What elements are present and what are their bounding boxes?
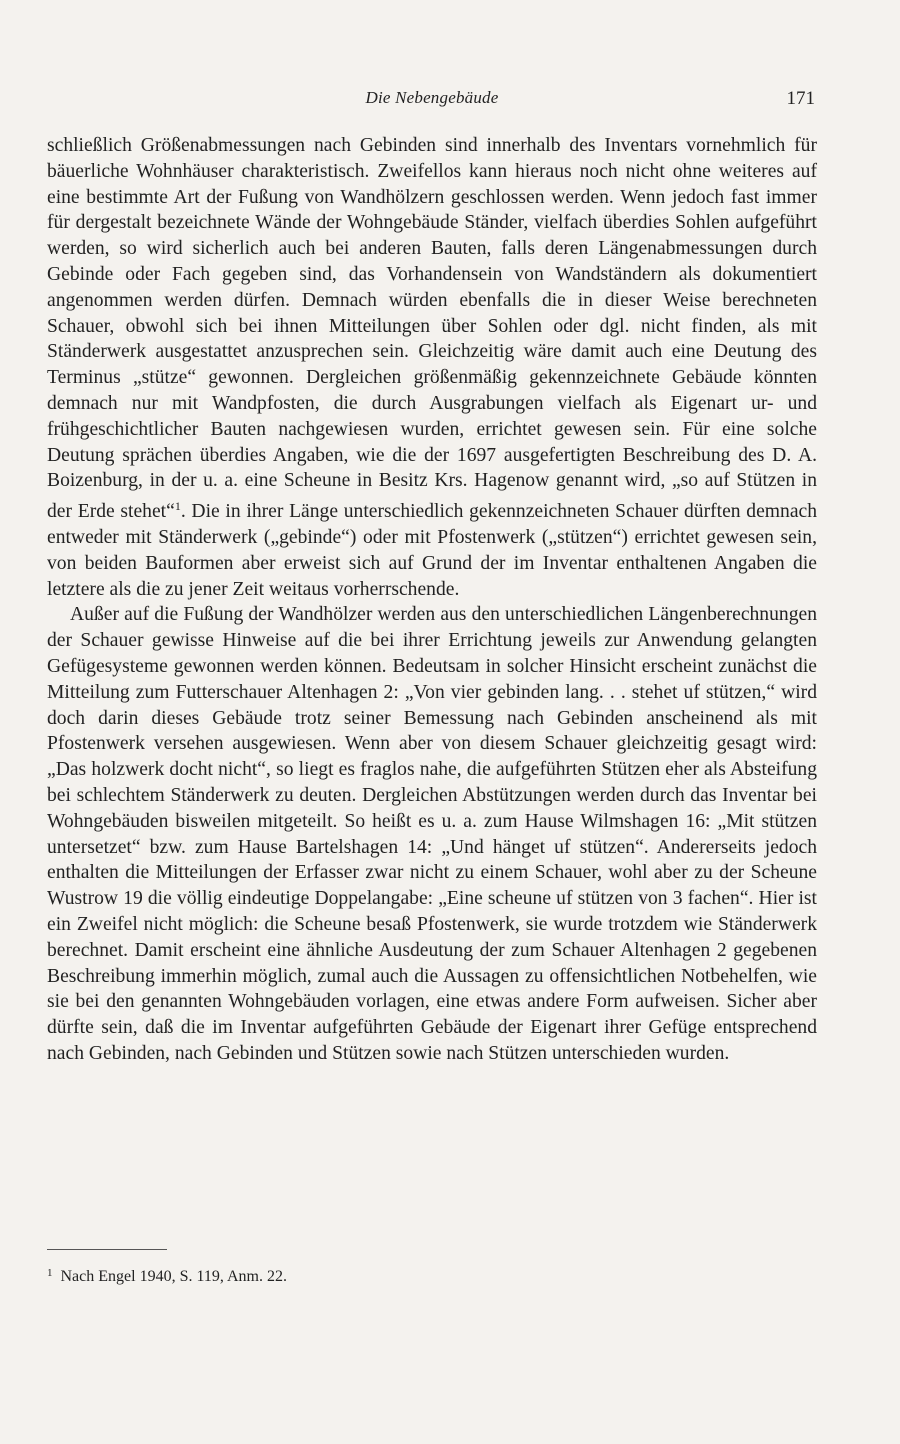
paragraph-2: Außer auf die Fußung der Wandhölzer werden aus den unterschiedlichen Längenberechnungen der Schauer gewisse Hinweise auf die bei ihrer Errichtung jeweils zur Anwendung gelangten Gefügesysteme gewonnen werden können. Bedeutsam in solcher Hinsicht erscheint zunächst die Mitteilung zum Futterschauer Altenhagen 2: „Von vier gebinden lang. . . stehet uf stützen,“ wird doch darin dieses Gebäude trotz seiner Bemessung nach Gebinden anscheinend als mit Pfostenwerk versehen ausgewiesen. Wenn aber von diesem Schauer gleichzeitig gesagt wird: „Das holzwerk docht nicht“, so liegt es fraglos nahe, die aufgeführten Stützen eher als Absteifung bei schlechtem Ständerwerk zu deuten. Dergleichen Abstützungen werden durch das Inventar bei Wohngebäuden bisweilen mitgeteilt. So heißt es u. a. zum Hause Wilmshagen 16: „Mit stützen untersetzet“ bzw. zum Hause Bartelshagen 14: „Und hänget uf stützen“. Andererseits jedoch enthalten die Mitteilungen der Erfasser zwar nicht zu einem Schauer, wohl aber zu der Scheune Wustrow 19 die völlig eindeutige Doppelangabe: „Eine scheune uf stützen von 3 fachen“. Hier ist ein Zweifel nicht möglich: die Scheune besaß Pfostenwerk, sie wurde trotzdem wie Ständerwerk berechnet. Damit erscheint eine ähnliche Ausdeutung der zum Schauer Altenhagen 2 gegebenen Beschreibung immerhin möglich, zumal auch die Aussagen zu offensichtlichen Notbehelfen, wie sie bei den genannten Wohngebäuden vorlagen, eine etwas andere Form aufweisen. Sicher aber dürfte sein, daß die im Inventar aufgeführten Gebäude der Eigenart ihrer Gefüge entsprechend nach Gebinden, nach Gebinden und Stützen sowie nach Stützen unterschieden wurden. [47, 604, 817, 1064]
paragraph-1-text-a: schließlich Größenabmessungen nach Gebinden sind innerhalb des Inventars vornehmlich für bäuerliche Wohnhäuser charakteristisch. Zweifellos kann hieraus noch nicht ohne weiteres auf eine bestimmte Art der Fußung von Wandhölzern geschlossen werden. Wenn jedoch fast immer für dergestalt bezeichnete Wände der Wohngebäude Ständer, vielfach überdies Sohlen aufgeführt werden, so wird sicherlich auch bei anderen Bauten, falls deren Längenabmessungen durch Gebinde oder Fach gegeben sind, das Vorhandensein von Wandständern als dokumentiert angenommen werden dürfen. Demnach würden ebenfalls die in dieser Weise berechneten Schauer, obwohl sich bei ihnen Mitteilungen über Sohlen oder dgl. nicht finden, als mit Ständerwerk ausgestattet anzusprechen sein. Gleichzeitig wäre damit auch eine Deutung des Terminus „stütze“ gewonnen. Dergleichen größenmäßig gekennzeichnete Gebäude könnten demnach nur mit Wandpfosten, die durch Ausgrabungen vielfach als Eigenart ur- und frühgeschichtlicher Bauten nachgewiesen wurden, errichtet gewesen sein. Für eine solche Deutung sprächen überdies Angaben, wie die der 1697 ausgefertigten Beschreibung des D. A. Boizenburg, in der u. a. eine Scheune in Besitz Krs. Hagenow genannt wird, „so auf Stützen in der Erde stehet“ [47, 135, 817, 523]
paragraph-1-text-b: . Die in ihrer Länge unterschiedlich gekennzeichneten Schauer dürften demnach entweder mit Ständerwerk („gebinde“) oder mit Pfostenwerk („stützen“) errichtet gewesen sein, von beiden Bauformen aber erweist sich auf Grund der im Inventar enthaltenen Angaben die letztere als die zu jener Zeit weitaus vorherrschende. [47, 501, 818, 600]
footnote [47, 1262, 817, 1288]
footnote-reference: 1 [174, 499, 181, 514]
running-title: Die Nebengebäude [365, 88, 499, 107]
footnote-separator [47, 1249, 167, 1250]
page-number: 171 [786, 88, 815, 109]
body-text [47, 133, 817, 1067]
footnote-marker: 1 [47, 1267, 53, 1279]
book-page [47, 0, 817, 1444]
paragraph-1 [47, 133, 817, 602]
page-header [47, 88, 817, 114]
footnote-text: Nach Engel 1940, S. 119, Anm. 22. [60, 1268, 287, 1285]
